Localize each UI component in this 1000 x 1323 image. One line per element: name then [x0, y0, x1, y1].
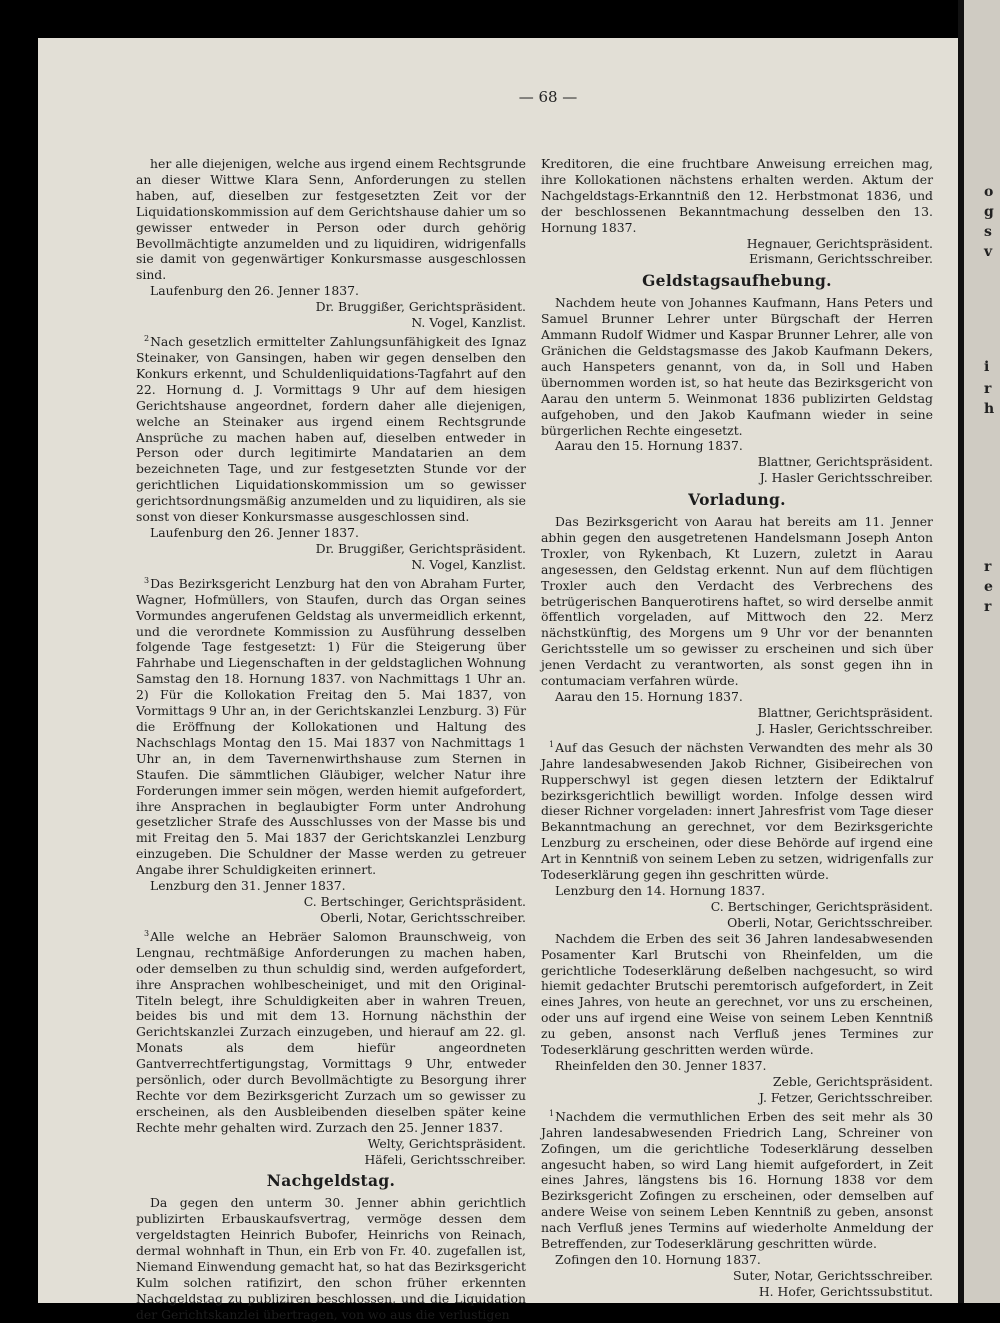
signature-line: J. Hasler, Gerichtsschreiber. [757, 720, 933, 736]
notice-number: 3 [144, 575, 150, 585]
signature-line: Suter, Notar, Gerichtsschreiber. [733, 1267, 933, 1283]
notice-paragraph [136, 331, 526, 525]
place-date-line: Zofingen den 10. Hornung 1837. [555, 1251, 761, 1267]
section-heading: Geldstagsaufhebung. [642, 271, 832, 291]
notice-text: Nach gesetzlich ermittelter Zahlungsunfähigkeit des Ignaz Steinaker, von Gansingen, haben wir gegen denselben den Konkurs erkennt, und Schuldenliquidations-Tagfahrt auf den 22. Hornung d. J. Vormittags 9 Uhr auf dem hiesigen Gerichtshause angeordnet, fordern daher alle diejenigen, welche an Steinaker aus irgend einem Rechtsgrunde Ansprüche zu machen haben auf, dieselben entweder in Person oder durch legitimirte Mandatarien an dem bezeichneten Tage, und zur festgesetzten Stunde vor der gerichtlichen Liquidationskommission um so gewisser gerichtsordnungsmäßig anzumelden und zu liquidiren, als sie sonst von dieser Konkursmasse ausgeschlossen sind. [136, 334, 526, 525]
signature-line: J. Hasler Gerichtsschreiber. [759, 470, 933, 486]
signature-line: Häfeli, Gerichtsschreiber. [364, 1151, 526, 1167]
signature-line: Blattner, Gerichtspräsident. [757, 454, 933, 470]
signature-line: N. Vogel, Kanzlist. [411, 315, 526, 331]
signature-line: H. Hofer, Gerichtssubstitut. [758, 1283, 933, 1299]
margin-fragment: g [984, 204, 994, 220]
margin-fragment: e [984, 579, 993, 595]
adjacent-page-edge [958, 0, 1000, 1303]
signature-line: Dr. Bruggißer, Gerichtspräsident. [315, 299, 526, 315]
body-paragraph: Das Bezirksgericht von Aarau hat bereits am 11. Jenner abhin gegen den ausgetretenen Handelsmann Joseph Anton Troxler, von Rykenbach, Kt Luzern, zuletzt in Aarau angesessen, den Geldstag erkennt. Nun auf dem flüchtigen Troxler auch den Verdacht des Verbrechens des betrügerischen Banquerotirens haftet, so wird derselbe anmit öffentlich vorgeladen, auf Mittwoch den 22. Merz nächstkünftig, des Morgens um 9 Uhr vor der benannten Gerichtsstelle um so gewisser zu erscheinen und sich über jenen Verdacht zu verantworten, als sonst gegen ihn in contumaciam verfahren würde. [541, 514, 933, 689]
section-heading: Nachgeldstag. [266, 1171, 396, 1191]
notice-paragraph [136, 573, 526, 878]
signature-line: Dr. Bruggißer, Gerichtspräsident. [315, 540, 526, 556]
signature-line: Blattner, Gerichtspräsident. [757, 704, 933, 720]
notice-number: 3 [144, 928, 150, 938]
newspaper-page [38, 38, 958, 1322]
place-date-line: Laufenburg den 26. Jenner 1837. [150, 524, 359, 540]
margin-fragment: h [984, 401, 995, 417]
place-date-line: Lenzburg den 31. Jenner 1837. [150, 878, 346, 894]
signature-line: Welty, Gerichtspräsident. [367, 1135, 526, 1151]
right-column [541, 156, 933, 1300]
signature-line: Zeble, Gerichtspräsident. [772, 1073, 933, 1089]
place-date-line: Rheinfelden den 30. Jenner 1837. [555, 1057, 767, 1073]
body-paragraph: her alle diejenigen, welche aus irgend einem Rechtsgrunde an dieser Wittwe Klara Senn, Anforderungen zu stellen haben, auf, dieselben zur festgesetzten Zeit vor der Liquidationskommission auf dem Gerichtshause dahier um so gewisser entweder in Person oder durch gehörig Bevollmächtigte anzumelden und zu liquidiren, widrigenfalls sie damit von gegenwärtiger Konkursmasse ausgeschlossen sind. [136, 156, 526, 283]
signature-line: Oberli, Notar, Gerichtsschreiber. [320, 909, 526, 925]
notice-text: Alle welche an Hebräer Salomon Braunschweig, von Lengnau, rechtmäßige Anforderungen zu machen haben, oder demselben zu thun schuldig sind, werden aufgefordert, ihre Ansprachen wohlbescheiniget, und mit den Original-Titeln belegt, ihre Schuldigkeiten aber in wahren Treuen, beides bis und mit dem 13. Hornung nächsthin der Gerichtskanzlei Zurzach einzugeben, und hierauf am 22. gl. Monats als dem hiefür angeordneten Gantverrechtfertigungstag, Vormittags 9 Uhr, entweder persönlich, oder durch Bevollmächtigte zu Besorgung ihrer Rechte vor dem Bezirksgericht Zurzach um so gewisser zu erscheinen, als den Ausbleibenden dieselben später keine Rechte mehr gehalten wird. Zurzach den 25. Jenner 1837. [136, 928, 526, 1135]
place-date-line: Lenzburg den 14. Hornung 1837. [555, 883, 766, 898]
body-paragraph: Nachdem heute von Johannes Kaufmann, Hans Peters und Samuel Brunner Lehrer unter Bürgschaft der Herren Ammann Rudolf Widmer und Kaspar Brunner Lehrer, alle von Gränichen die Geldstagsmasse des Jakob Kaufmann Dekers, auch Hanspeters genannt, von da, in Soll und Haben übernommen worden ist, so hat heute das Bezirksgericht von Aarau den unterm 5. Weinmonat 1836 publizirten Geldstag aufgehoben, und den Jakob Kaufmann wieder in seine bürgerlichen Rechte eingesetzt. [541, 295, 933, 438]
margin-fragment: i [984, 359, 990, 375]
notice-paragraph [136, 926, 526, 1136]
place-date-line: Laufenburg den 26. Jenner 1837. [150, 283, 359, 299]
signature-line: N. Vogel, Kanzlist. [411, 556, 526, 572]
notice-number: 2 [144, 333, 150, 343]
notice-paragraph [541, 1106, 933, 1252]
signature-line: C. Bertschinger, Gerichtspräsident. [710, 898, 933, 914]
signature-line: J. Fetzer, Gerichtsschreiber. [758, 1089, 933, 1105]
signature-line: Erismann, Gerichtsschreiber. [749, 251, 933, 267]
left-column [136, 156, 526, 1323]
place-date-line: Aarau den 15. Hornung 1837. [555, 438, 743, 454]
notice-paragraph [541, 737, 933, 883]
page-gutter [958, 0, 964, 1303]
margin-fragment: r [984, 381, 992, 397]
margin-fragment: r [984, 599, 992, 615]
margin-fragment: r [984, 559, 992, 575]
notice-text: Das Bezirksgericht Lenzburg hat den von Abraham Furter, Wagner, Hofmüllers, von Staufen, durch das Organ seines Vormundes angerufenen Geldstag als unvermeidlich erkennt, und die verordnete Kommission zu Ausführung desselben folgende Tage festgesetzt: 1) Für die Steigerung über Fahrhabe und Liegenschaften in der geldstaglichen Wohnung Samstag den 18. Hornung 1837. von Nachmittags 1 Uhr an. 2) Für die Kollokation Freitag den 5. Mai 1837, von Vormittags 9 Uhr an, in der Gerichtskanzlei Lenzburg. 3) Für die Eröffnung der Kollokationen und Haltung des Nachschlags Montag den 15. Mai 1837 von Nachmittags 1 Uhr an, in dem Tavernenwirthshause zum Sternen in Staufen. Die sämmtlichen Gläubiger, welcher Natur ihre Forderungen immer sein mögen, werden hiemit aufgefordert, ihre Ansprachen in beglaubigter Form unter Androhung gesetzlicher Strafe des Ausschlusses von der Masse bis und mit Freitag den 5. Mai 1837 der Gerichtskanzlei Lenzburg einzugeben. Die Schuldner der Masse werden zu getreuer Angabe ihrer Schuldigkeiten erinnert. [136, 575, 526, 878]
margin-fragment: v [984, 244, 993, 260]
margin-fragment: s [984, 224, 992, 240]
signature-line: Oberli, Notar, Gerichtsschreiber. [727, 914, 933, 930]
body-paragraph: Da gegen den unterm 30. Jenner abhin gerichtlich publizirten Erbauskaufsvertrag, vermöge dessen dem vergeldstagten Heinrich Bubofer, Heinrichs von Reinach, dermal wohnhaft in Thun, ein Erb von Fr. 40. zugefallen ist, Niemand Einwendung gemacht hat, so hat das Bezirksgericht Kulm solchen ratifizirt, den schon früher erkennten Nachgeldstag zu publiziren beschlossen, und die Liquidation der Gerichtskanzlei übertragen, von wo aus die verlustigen [136, 1195, 526, 1322]
notice-text: Auf das Gesuch der nächsten Verwandten des mehr als 30 Jahre landesabwesenden Jakob Richner, Gisibeirechen von Rupperschwyl ist gegen diesen letztern der Ediktalruf bezirksgerichtlich bewilligt worden. Infolge dessen wird dieser Richner vorgeladen: innert Jahresfrist vom Tage dieser Bekanntmachung an gerechnet, vor dem Bezirksgerichte Lenzburg zu erscheinen, oder diese Behörde auf irgend eine Art in Kenntniß von seinem Leben zu setzen, widrigenfalls zur Todeserklärung gegen ihn geschritten würde. [541, 739, 933, 883]
page-number: — 68 — [518, 88, 578, 106]
margin-fragment: o [984, 184, 994, 200]
section-heading: Vorladung. [688, 490, 786, 510]
body-paragraph: Nachdem die Erben des seit 36 Jahren landesabwesenden Posamenter Karl Brutschi von Rheinfelden, um die gerichtliche Todeserklärung deßelben nachgesucht, so wird hiemit gedachter Brutschi peremtorisch aufgefordert, in Zeit eines Jahres, von heute an gerechnet, vor uns zu erscheinen, oder uns auf irgend eine Weise von seinem Leben Kenntniß zu geben, ansonst nach Verfluß jenes Termines zur Todeserklärung geschritten werden würde. [541, 930, 933, 1058]
notice-number: 1 [549, 1108, 555, 1118]
notice-number: 1 [549, 739, 555, 749]
notice-text: Nachdem die vermuthlichen Erben des seit mehr als 30 Jahren landesabwesenden Friedrich Lang, Schreiner von Zofingen, um die gerichtliche Todeserklärung desselben angesucht haben, so wird Lang hiemit aufgefordert, in Zeit eines Jahres, längstens bis 16. Hornung 1838 vor dem Bezirksgericht Zofingen zu erscheinen, oder demselben auf andere Weise von seinem Leben Kenntniß zu geben, ansonst nach Verfluß jenes Termins auf wiederholte Anmeldung der Betreffenden, zur Todeserklärung geschritten würde. [541, 1108, 933, 1252]
place-date-line: Aarau den 15. Hornung 1837. [555, 689, 743, 704]
signature-line: Hegnauer, Gerichtspräsident. [746, 235, 933, 251]
continued-paragraph: Kreditoren, die eine fruchtbare Anweisung erreichen mag, ihre Kollokationen nächstens erhalten werden. Aktum der Nachgeldstags-Erkanntniß den 12. Herbstmonat 1836, und der beschlossenen Bekanntmachung desselben den 13. Hornung 1837. [541, 156, 933, 235]
signature-line: C. Bertschinger, Gerichtspräsident. [303, 893, 526, 909]
